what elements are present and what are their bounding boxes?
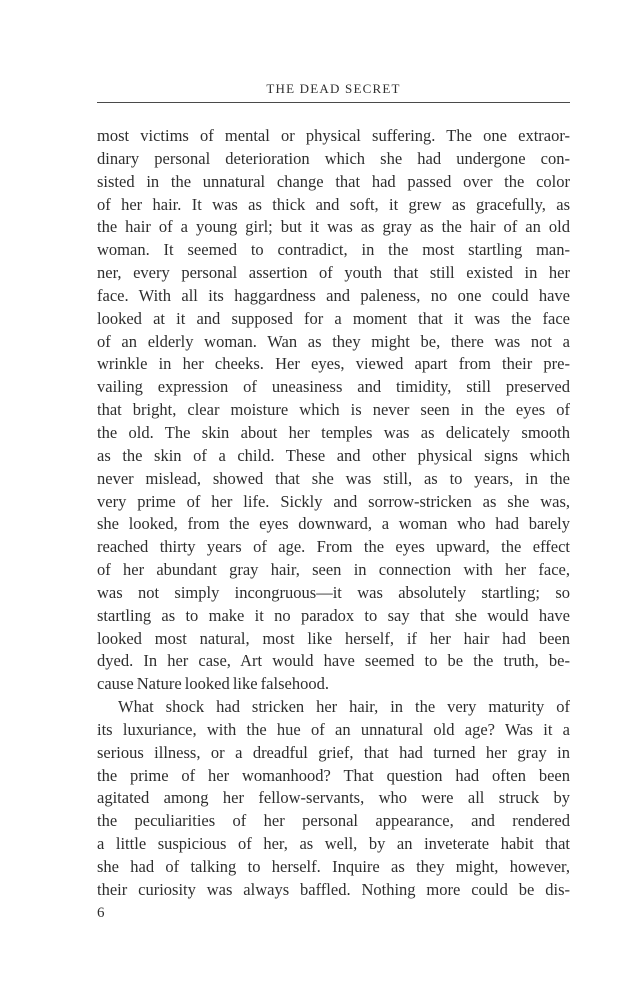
header-rule (97, 102, 570, 103)
text-line: the hair of a young girl; but it was as gray as the hair of an old (97, 217, 570, 237)
text-line: vailing expression of uneasiness and timidity, still preserved (97, 377, 570, 397)
text-line: of her abundant gray hair, seen in connection with her face, (97, 560, 570, 580)
text-line: that bright, clear moisture which is never seen in the eyes of (97, 400, 570, 420)
text-line: their curiosity was always baffled. Nothing more could be dis- (97, 879, 570, 899)
text-line: woman. It seemed to contradict, in the most startling man- (97, 240, 570, 260)
text-line: dyed. In her case, Art would have seemed to be the truth, be- (97, 651, 570, 671)
text-line: serious illness, or a dreadful grief, that had turned her gray in (97, 742, 570, 762)
text-line: its luxuriance, with the hue of an unnatural old age? Was it a (97, 719, 570, 739)
page-number: 6 (97, 905, 105, 921)
text-line: startling as to make it no paradox to say that she would have (97, 605, 570, 625)
text-line: sisted in the unnatural change that had passed over the color (97, 171, 570, 191)
text-line: looked at it and supposed for a moment that it was the face (97, 308, 570, 328)
text-line: as the skin of a child. These and other physical signs which (97, 445, 570, 465)
paragraph (97, 125, 570, 696)
text-line: she had of talking to herself. Inquire as they might, however, (97, 857, 570, 876)
text-line: most victims of mental or physical suffering. The one extraor- (97, 126, 570, 145)
text-line: of an elderly woman. Wan as they might be, there was not a (97, 331, 570, 351)
text-line: very prime of her life. Sickly and sorrow-stricken as she was, (97, 491, 570, 511)
text-line: ner, every personal assertion of youth that still existed in her (97, 263, 570, 283)
text-line: she looked, from the eyes downward, a woman who had barely (97, 514, 570, 534)
text-line: wrinkle in her cheeks. Her eyes, viewed apart from their pre- (97, 354, 570, 374)
text-line: agitated among her fellow-servants, who were all struck by (97, 788, 570, 808)
text-line: dinary personal deterioration which she had undergone con- (97, 148, 570, 168)
text-line: the peculiarities of her personal appearance, and rendered (97, 811, 570, 831)
paragraph (97, 696, 570, 902)
body-text (97, 125, 570, 902)
text-line: the old. The skin about her temples was as delicately smooth (97, 422, 570, 442)
text-line: cause Nature looked like falsehood. (97, 674, 329, 694)
text-line: looked most natural, most like herself, if her hair had been (97, 628, 570, 648)
text-line: a little suspicious of her, as well, by an inveterate habit that (97, 834, 570, 854)
running-header: THE DEAD SECRET (266, 81, 401, 96)
text-line: reached thirty years of age. From the eyes upward, the effect (97, 537, 570, 557)
text-line: face. With all its haggardness and paleness, no one could have (97, 285, 570, 305)
text-line: What shock had stricken her hair, in the very maturity of (118, 697, 570, 717)
text-block (97, 0, 570, 1000)
text-line: the prime of her womanhood? That question had often been (97, 765, 570, 785)
text-line: was not simply incongruous—it was absolutely startling; so (97, 582, 570, 602)
text-line: of her hair. It was as thick and soft, it grew as gracefully, as (97, 194, 570, 214)
text-line: never mislead, showed that she was still, as to years, in the (97, 468, 570, 488)
